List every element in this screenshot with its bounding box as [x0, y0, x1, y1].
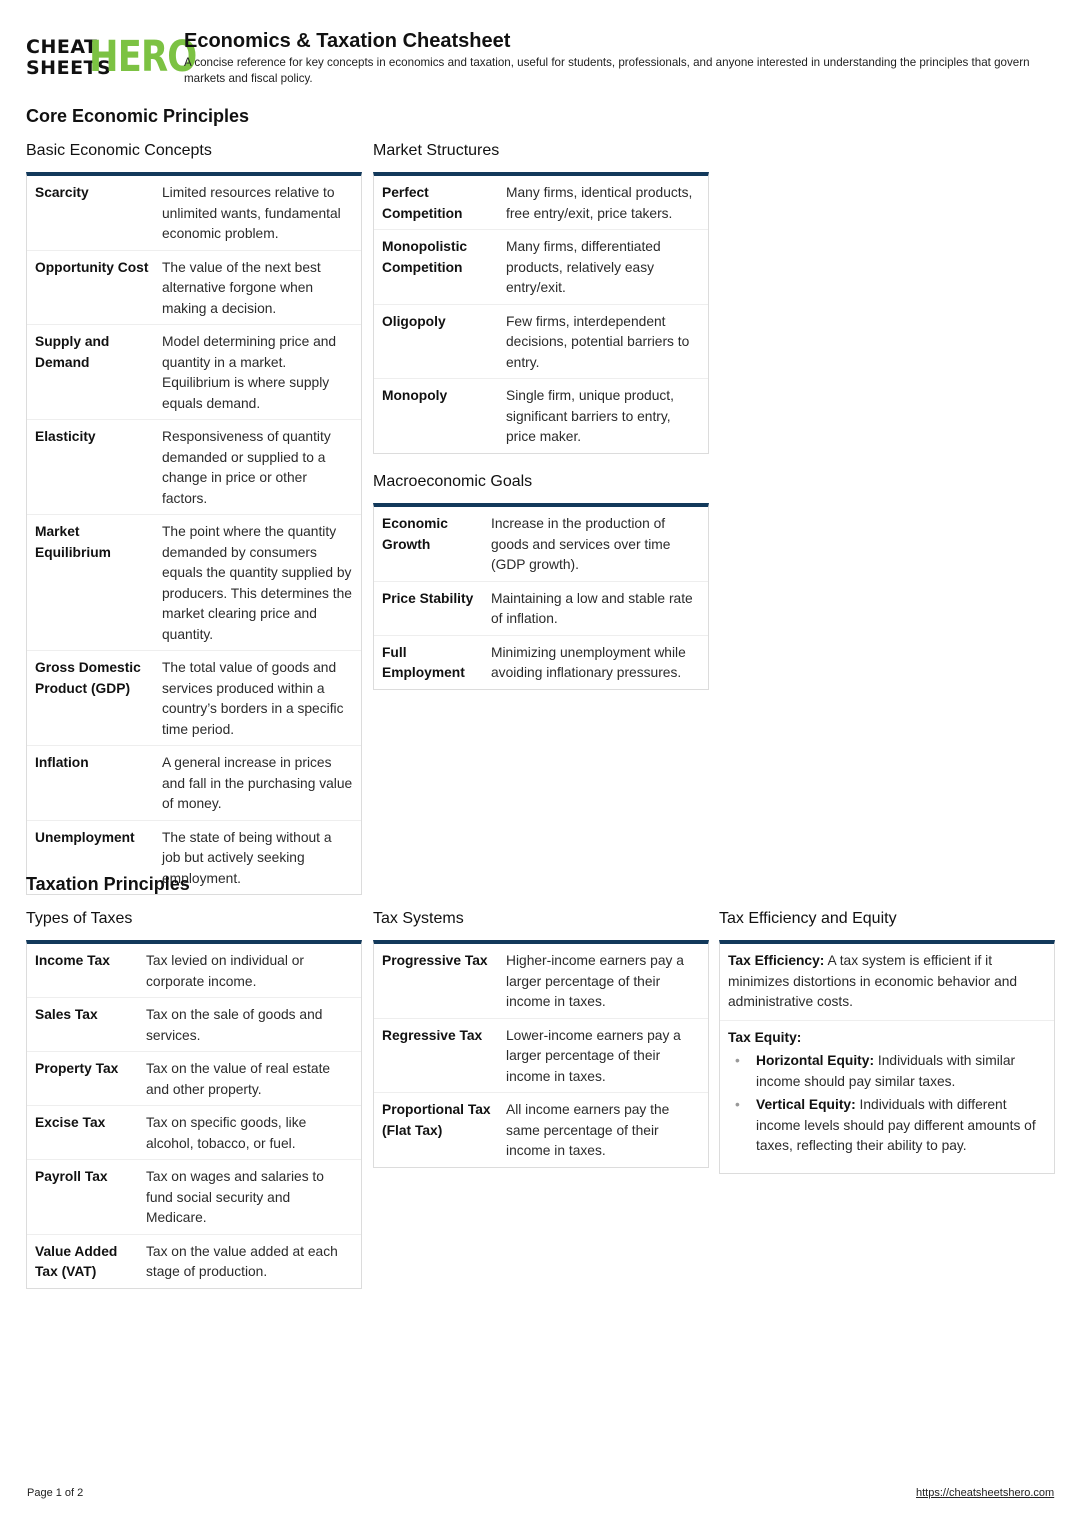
- logo-hero-text: HERO: [89, 32, 197, 82]
- table-row: [27, 1106, 361, 1160]
- definition: The state of being without a job but actively seeking employment.: [162, 829, 332, 886]
- term: Regressive Tax: [382, 1027, 483, 1043]
- card-title-types-of-taxes: Types of Taxes: [26, 910, 133, 927]
- table-row: [374, 636, 708, 689]
- definition: Many firms, differentiated products, relatively easy entry/exit.: [506, 239, 661, 295]
- term: Market Equilibrium: [35, 524, 111, 560]
- definition: Model determining price and quantity in a market. Equilibrium is where supply equals demand.: [162, 334, 337, 411]
- term: Proportional Tax (Flat Tax): [382, 1102, 491, 1138]
- table-row: [374, 1019, 708, 1094]
- table-row: [27, 325, 361, 420]
- tax-efficiency-text: A tax system is efficient if it minimizes distortions in economic behavior and administrative costs.: [728, 953, 1018, 1009]
- term: Payroll Tax: [35, 1169, 108, 1184]
- term: Price Stability: [382, 590, 474, 606]
- table-row: [374, 582, 708, 636]
- term: Oligopoly: [382, 313, 446, 329]
- table-row: [27, 746, 361, 821]
- definition: Single firm, unique product, significant barriers to entry, price maker.: [506, 388, 674, 444]
- table-row: [374, 305, 708, 380]
- horizontal-equity-text: Individuals with similar income should pay similar taxes.: [756, 1053, 1016, 1089]
- tax-efficiency-label: Tax Efficiency:: [728, 953, 825, 968]
- definition: Maintaining a low and stable rate of inflation.: [491, 590, 693, 626]
- table-row: [374, 507, 708, 582]
- table-row: [27, 651, 361, 746]
- equity-list: [728, 1051, 1046, 1157]
- definition: Limited resources relative to unlimited wants, fundamental economic problem.: [162, 185, 341, 241]
- tax-efficiency-block: [720, 944, 1054, 1021]
- term: Scarcity: [35, 185, 89, 200]
- card-types-of-taxes: [26, 940, 362, 1289]
- page-title: Economics & Taxation Cheatsheet: [184, 30, 511, 52]
- card-tax-systems: [373, 940, 709, 1168]
- term: Economic Growth: [382, 516, 448, 552]
- term: Full Employment: [382, 644, 465, 680]
- table-row: [374, 176, 708, 230]
- definition: Lower-income earners pay a larger percentage of their income in taxes.: [506, 1027, 681, 1084]
- definition: Few firms, interdependent decisions, potential barriers to entry.: [506, 313, 690, 370]
- definition: Responsiveness of quantity demanded or supplied to a change in price or other factors.: [162, 429, 331, 506]
- table-row: [27, 1160, 361, 1235]
- vertical-equity-label: Vertical Equity:: [756, 1097, 856, 1112]
- list-item: [728, 1095, 1046, 1157]
- term: Perfect Competition: [382, 185, 463, 221]
- logo-cheat-text: CHEAT: [26, 36, 98, 58]
- term: Property Tax: [35, 1061, 119, 1076]
- table-row: [374, 944, 708, 1019]
- definition: Tax on the sale of goods and services.: [146, 1007, 323, 1043]
- table-row: [27, 251, 361, 326]
- term: Unemployment: [35, 829, 135, 845]
- section-title-taxation: Taxation Principles: [26, 874, 190, 894]
- section-title-core: Core Economic Principles: [26, 106, 250, 126]
- table-row: [27, 1052, 361, 1106]
- term: Sales Tax: [35, 1007, 98, 1022]
- page-number: Page 1 of 2: [27, 1487, 84, 1499]
- term: Elasticity: [35, 429, 96, 444]
- definition: Minimizing unemployment while avoiding inflationary pressures.: [491, 644, 686, 680]
- definition: All income earners pay the same percentage of their income in taxes.: [506, 1102, 670, 1158]
- table-row: [374, 1093, 708, 1167]
- card-title-basic-concepts: Basic Economic Concepts: [26, 142, 212, 159]
- horizontal-equity-label: Horizontal Equity:: [756, 1053, 875, 1068]
- vertical-equity-text: Individuals with different income levels should pay different amounts of taxes, reflecting their ability to pay.: [756, 1097, 1036, 1153]
- term: Opportunity Cost: [35, 259, 149, 275]
- term: Monopoly: [382, 388, 448, 403]
- card-title-macro-goals: Macroeconomic Goals: [373, 473, 533, 490]
- page-subtitle: A concise reference for key concepts in economics and taxation, useful for students, professionals, and anyone interested in understanding the principles that govern markets and fiscal policy.: [184, 56, 1030, 85]
- table-row: [27, 515, 361, 651]
- card-title-tax-systems: Tax Systems: [373, 910, 464, 927]
- page-header: [26, 30, 1056, 90]
- table-row: [27, 176, 361, 251]
- card-macro-goals: [373, 503, 709, 690]
- definition: Tax levied on individual or corporate income.: [146, 953, 304, 989]
- definition: Many firms, identical products, free entry/exit, price takers.: [506, 185, 693, 221]
- list-item: [728, 1051, 1046, 1092]
- definition: Tax on the value of real estate and other property.: [146, 1061, 331, 1097]
- card-basic-concepts: [26, 172, 362, 895]
- term: Income Tax: [35, 953, 110, 968]
- term: Monopolistic Competition: [382, 239, 468, 275]
- definition: Tax on wages and salaries to fund social security and Medicare.: [146, 1169, 324, 1225]
- definition: A general increase in prices and fall in the purchasing value of money.: [162, 755, 353, 811]
- definition: Higher-income earners pay a larger percentage of their income in taxes.: [506, 953, 684, 1009]
- table-row: [374, 379, 708, 453]
- definition: Increase in the production of goods and services over time (GDP growth).: [491, 516, 671, 572]
- term: Inflation: [35, 755, 89, 770]
- logo-sheets-text: SHEETS: [26, 57, 112, 79]
- table-row: [27, 998, 361, 1052]
- tax-equity-block: [720, 1021, 1054, 1173]
- term: Excise Tax: [35, 1115, 106, 1130]
- definition: Tax on specific goods, like alcohol, tobacco, or fuel.: [146, 1115, 307, 1151]
- card-market-structures: [373, 172, 709, 454]
- term: Gross Domestic Product (GDP): [35, 660, 141, 696]
- card-efficiency-equity: [719, 940, 1055, 1174]
- tax-equity-label: Tax Equity:: [728, 1029, 802, 1045]
- table-row: [27, 420, 361, 515]
- table-row: [27, 944, 361, 998]
- term: Progressive Tax: [382, 953, 488, 968]
- table-row: [27, 1235, 361, 1288]
- card-title-efficiency-equity: Tax Efficiency and Equity: [719, 910, 897, 927]
- card-title-market-structures: Market Structures: [373, 142, 500, 159]
- footer-link[interactable]: https://cheatsheetshero.com: [916, 1487, 1055, 1499]
- term: Supply and Demand: [35, 334, 110, 370]
- definition: The point where the quantity demanded by consumers equals the quantity supplied by producers. This determines the market clearing price and quantity.: [162, 524, 352, 642]
- table-row: [374, 230, 708, 305]
- definition: Tax on the value added at each stage of production.: [146, 1243, 338, 1279]
- definition: The value of the next best alternative forgone when making a decision.: [162, 259, 321, 316]
- cheatsheetshero-logo[interactable]: [26, 32, 197, 82]
- term: Value Added Tax (VAT): [35, 1243, 118, 1279]
- definition: The total value of goods and services produced within a country’s borders in a specific time period.: [162, 660, 344, 737]
